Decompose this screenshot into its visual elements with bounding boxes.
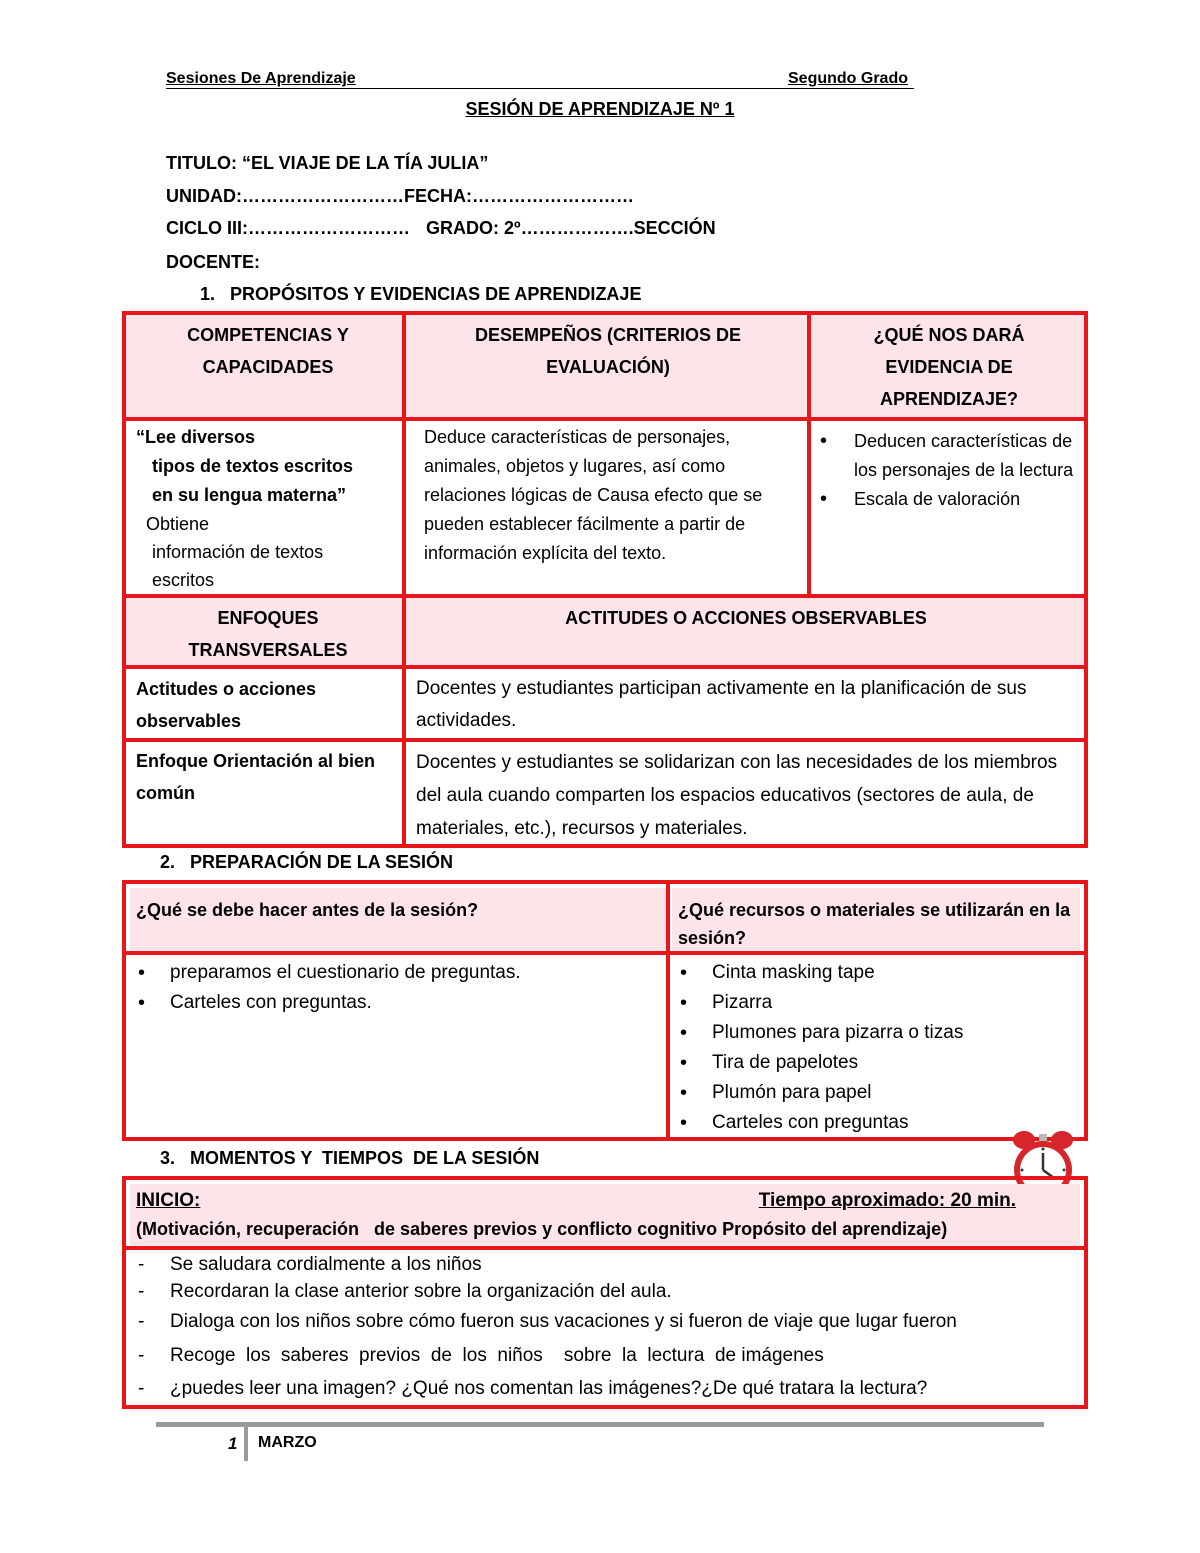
section2-heading: 2. PREPARACIÓN DE LA SESIÓN (160, 852, 454, 872)
section3-table (122, 1176, 1088, 1409)
inicio-item: - Recordaran la clase anterior sobre la organización del aula. (130, 1278, 1080, 1306)
inicio-subtitle: (Motivación, recuperación de saberes previos y conflicto cognitivo Propósito del aprendizaje) (136, 1219, 948, 1239)
header-right: Segundo Grado (788, 70, 908, 87)
header-left: Sesiones De Aprendizaje (166, 70, 356, 87)
inicio-list (130, 1252, 1080, 1404)
inicio-label: INICIO: (136, 1190, 201, 1211)
desempenos-header: DESEMPEÑOS (CRITERIOS DE EVALUACIÓN) (474, 325, 742, 377)
competencias-header: COMPETENCIAS Y CAPACIDADES (187, 325, 349, 377)
section1-heading: 1. PROPÓSITOS Y EVIDENCIAS DE APRENDIZAJE (200, 284, 642, 304)
recurso-item: • Tira de papelotes (672, 1048, 1080, 1078)
recursos-list (672, 958, 1080, 1138)
evidencias-cell (812, 427, 1080, 514)
antes-list (130, 958, 660, 1018)
competencia-cell (136, 423, 400, 594)
antes-item: • Carteles con preguntas. (130, 988, 660, 1018)
ciclo-line: CICLO III:……………………… (166, 218, 410, 238)
competencia-line: tipos de textos escritos (152, 456, 354, 476)
evidencia-item: • Deducen características de los personajes de la lectura (812, 427, 1080, 485)
antes-header: ¿Qué se debe hacer antes de la sesión? (136, 900, 479, 920)
actitudes-header: ACTITUDES O ACCIONES OBSERVABLES (565, 608, 927, 628)
inicio-item: - ¿puedes leer una imagen? ¿Qué nos comentan las imágenes?¿De qué tratara la lectura? (130, 1374, 1080, 1404)
competencia-line: en su lengua materna” (152, 485, 347, 505)
enfoques-header: ENFOQUES TRANSVERSALES (188, 608, 348, 660)
unidad-line: UNIDAD:………………………FECHA:……………………… (166, 186, 634, 206)
inicio-item: - Recoge los saberes previos de los niños sobre la lectura de imágenes (130, 1338, 1080, 1374)
recurso-item: • Carteles con preguntas (672, 1108, 1080, 1138)
row2-right: Docentes y estudiantes se solidarizan con las necesidades de los miembros del aula cuando comparten los espacios educativos (sectores de aula, de materiales, etc.), recursos y materiales. (416, 752, 1058, 839)
recurso-item: • Plumones para pizarra o tizas (672, 1018, 1080, 1048)
capacidad-line: escritos (152, 570, 215, 590)
recurso-item: • Pizarra (672, 988, 1080, 1018)
row1-left: Actitudes o acciones observables (136, 679, 317, 731)
capacidad-line: Obtiene (146, 514, 210, 534)
docente-line: DOCENTE: (166, 252, 260, 272)
evidencia-header: ¿QUÉ NOS DARÁ EVIDENCIA DE APRENDIZAJE? (873, 325, 1025, 409)
section2-table (122, 880, 1088, 1141)
antes-item: • preparamos el cuestionario de preguntas. (130, 958, 660, 988)
tiempo-label: Tiempo aproximado: 20 min. (758, 1190, 1016, 1211)
page-number: 1 (228, 1434, 238, 1453)
recurso-item: • Cinta masking tape (672, 958, 1080, 988)
grado-line: GRADO: 2º……………….SECCIÓN (426, 218, 716, 238)
section3-heading: 3. MOMENTOS Y TIEMPOS DE LA SESIÓN (160, 1148, 540, 1168)
footer-month: MARZO (258, 1434, 317, 1451)
page-title: SESIÓN DE APRENDIZAJE Nº 1 (465, 99, 735, 119)
footer-separator (244, 1427, 248, 1461)
evidencia-item: • Escala de valoración (812, 485, 1080, 514)
row2-left: Enfoque Orientación al bien común (136, 751, 376, 803)
titulo-line: TITULO: “EL VIAJE DE LA TÍA JULIA” (166, 153, 489, 173)
competencia-line: “Lee diversos (136, 427, 256, 447)
section1-table (122, 311, 1088, 848)
row1-right: Docentes y estudiantes participan activamente en la planificación de sus actividades. (416, 678, 1027, 731)
recursos-header: ¿Qué recursos o materiales se utilizarán en la sesión? (678, 900, 1071, 948)
inicio-item: - Se saludara cordialmente a los niños (130, 1252, 1080, 1278)
desempeno-cell: Deduce características de personajes, animales, objetos y lugares, así como relaciones lógicas de Causa efecto que se pueden establecer fácilmente a partir de información explícita del texto. (424, 427, 763, 563)
recurso-item: • Plumón para papel (672, 1078, 1080, 1108)
header-divider (166, 88, 914, 89)
capacidad-line: información de textos (152, 542, 324, 562)
footer-divider (156, 1422, 1044, 1427)
inicio-item: - Dialoga con los niños sobre cómo fueron sus vacaciones y si fueron de viaje que lugar fueron (130, 1306, 1080, 1338)
